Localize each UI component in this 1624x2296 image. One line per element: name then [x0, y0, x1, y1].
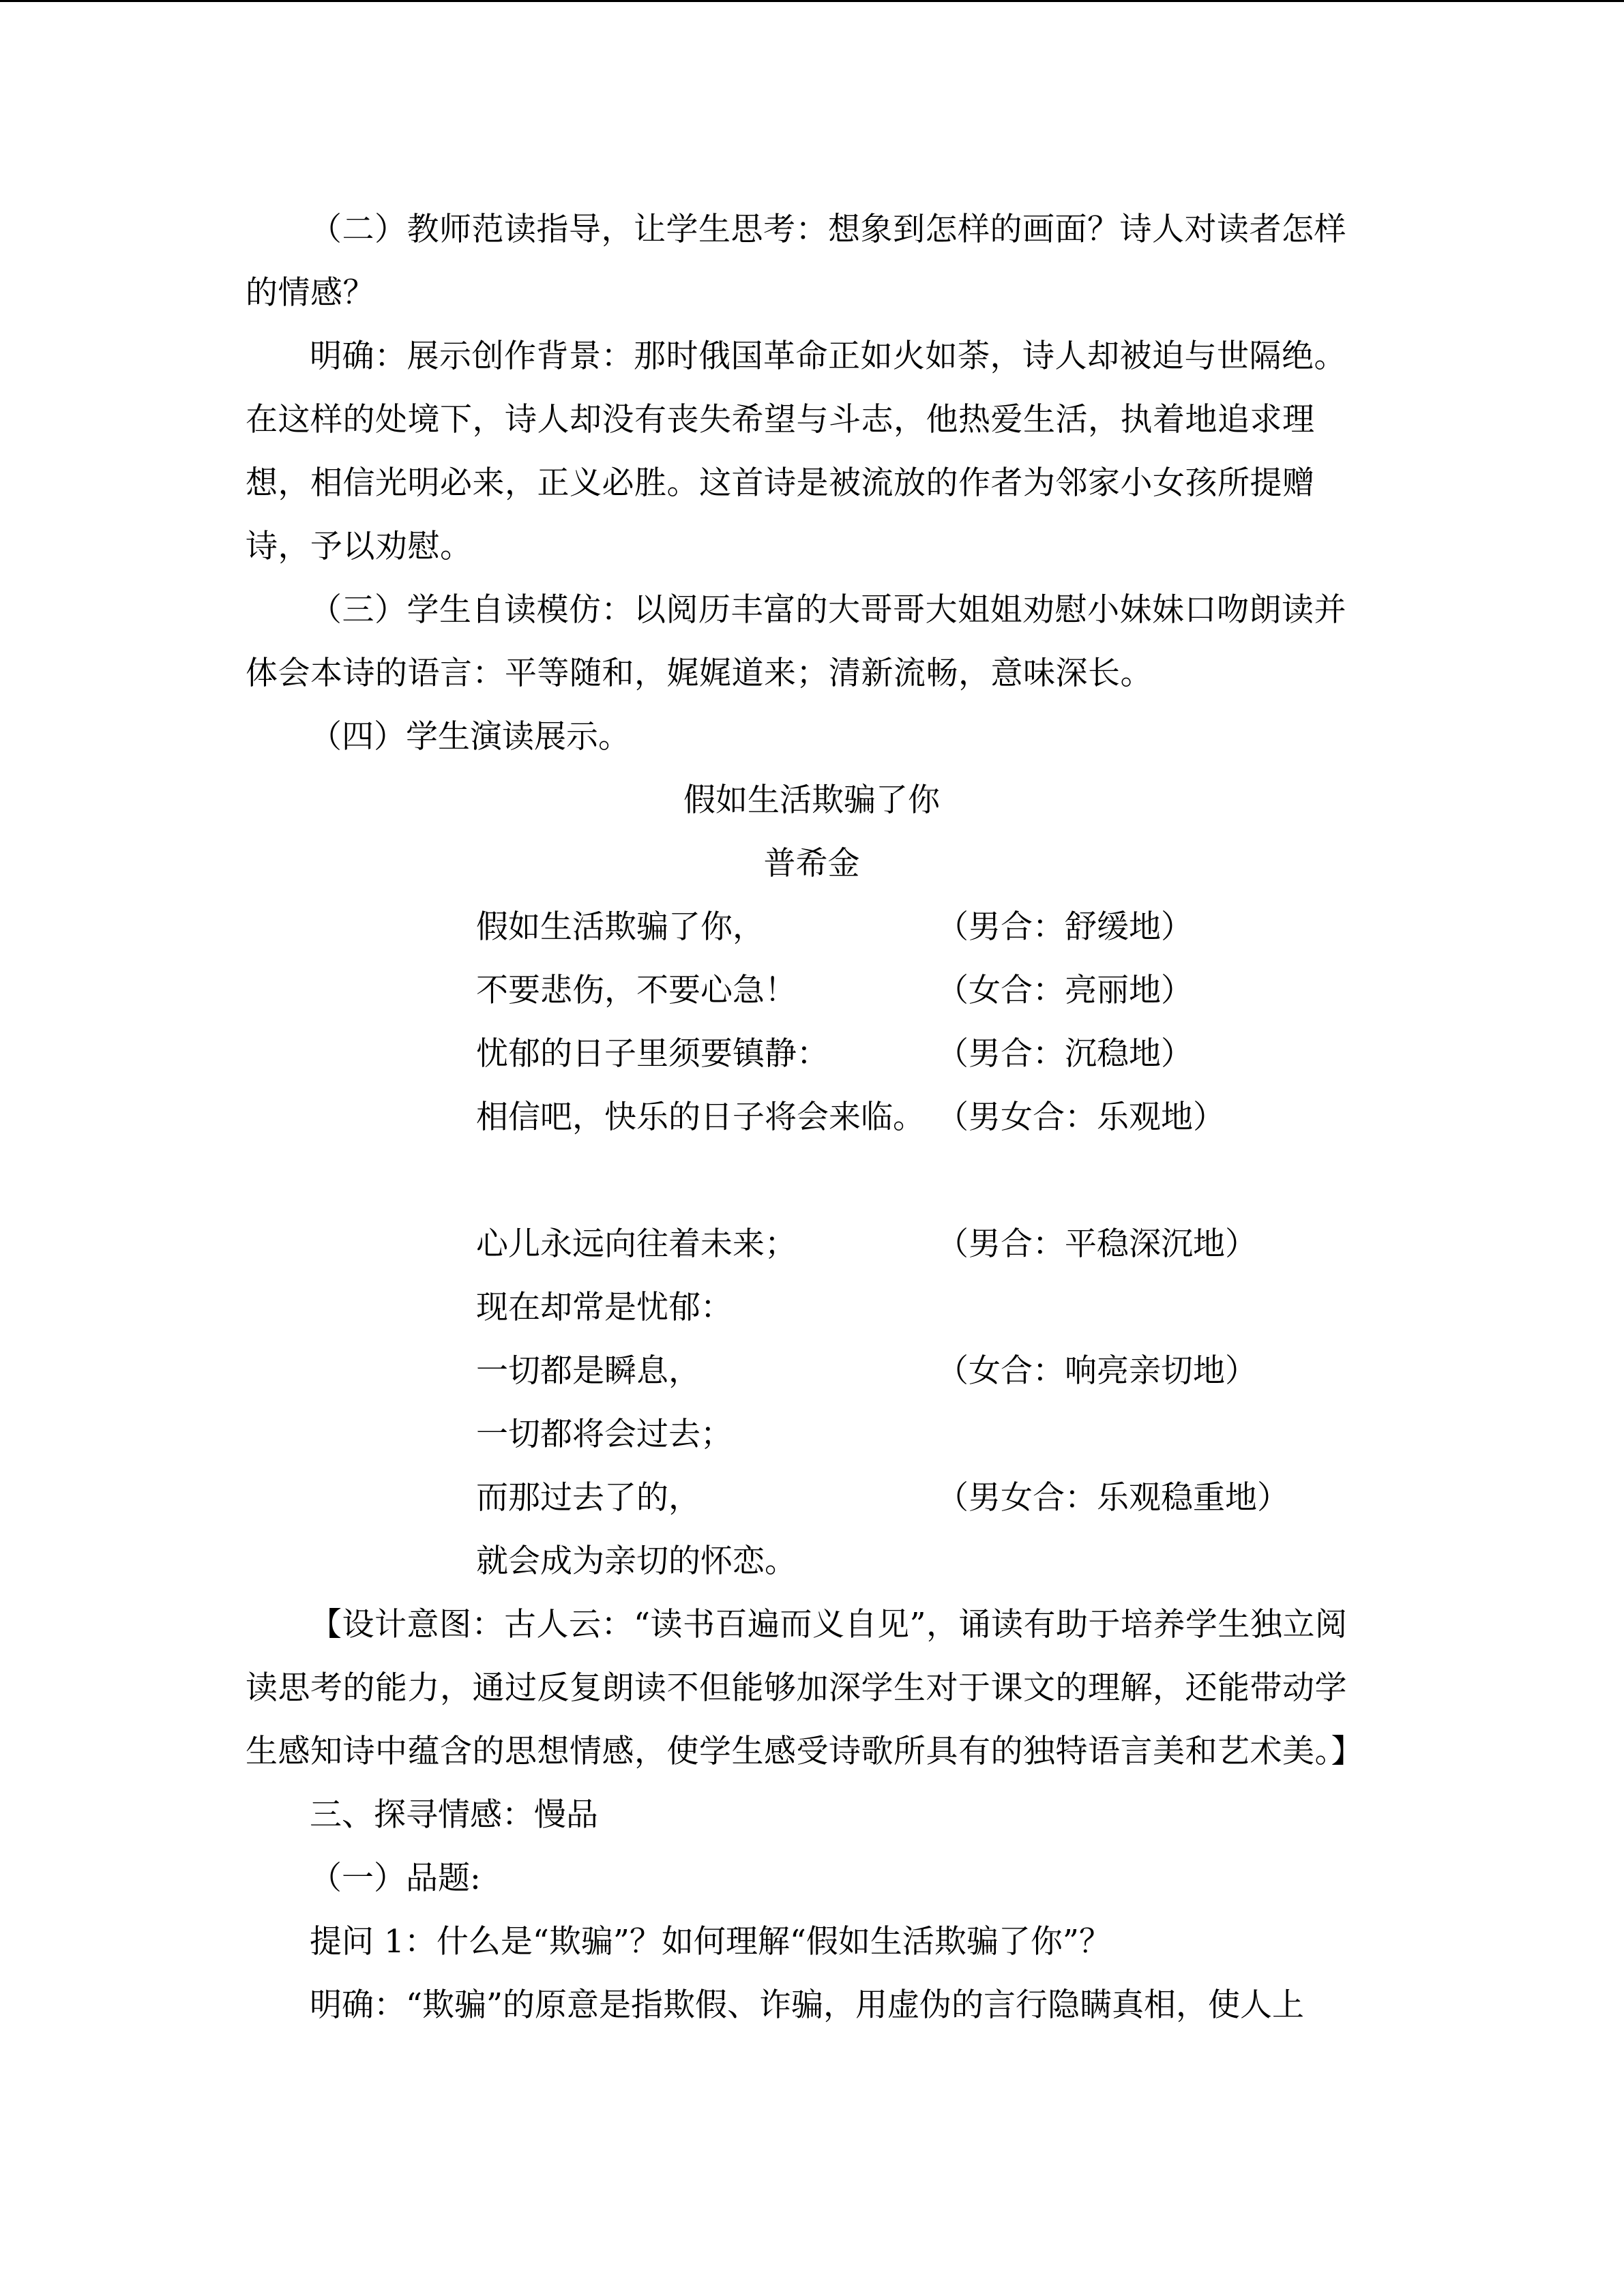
poem-line — [476, 1403, 1364, 1466]
paragraph-self-reading: （三）学生自读模仿：以阅历丰富的大哥哥大姐姐劝慰小妹妹口吻朗读并体会本诗的语言：平等随和，娓娓道来；清新流畅，意味深长。 — [246, 591, 1346, 692]
document-page — [246, 198, 1364, 2037]
poem-line — [476, 1466, 1364, 1530]
poem-stanza-1 — [246, 895, 1364, 1149]
poem-title: 假如生活欺骗了你 — [683, 781, 940, 819]
poem-line-text: 现在却常是忧郁： — [476, 1289, 733, 1326]
poem-line-note: （男合：舒缓地） — [936, 908, 1193, 946]
poem-line-note: （男合：平稳深沉地） — [936, 1225, 1257, 1263]
poem-line — [476, 1086, 1364, 1149]
subsection-heading: （一）品题: — [310, 1860, 481, 1897]
poem-line — [476, 1276, 1364, 1339]
poem-line-text: 相信吧，快乐的日子将会来临。 — [476, 1099, 925, 1136]
poem-line-note: （女合：亮丽地） — [936, 972, 1193, 1009]
poem-line-note: （女合：响亮亲切地） — [936, 1352, 1257, 1390]
poem-line-text: 不要悲伤，不要心急！ — [476, 972, 797, 1009]
poem-line-text: 一切都将会过去； — [476, 1416, 733, 1453]
poem-line-text: 假如生活欺骗了你， — [476, 908, 765, 946]
poem-line-note: （男合：沉稳地） — [936, 1035, 1193, 1073]
answer-text: 明确：“欺骗”的原意是指欺假、诈骗，用虚伪的言行隐瞒真相，使人上 — [310, 1986, 1305, 2024]
poem-line — [476, 1530, 1364, 1593]
poem-line-note: （男女合：乐观地） — [936, 1099, 1225, 1136]
poem-line — [476, 959, 1364, 1022]
section-heading: 三、探寻情感：慢品 — [310, 1796, 598, 1834]
question-text: 提问 1：什么是“欺骗”？如何理解“假如生活欺骗了你”？ — [310, 1923, 1111, 1960]
poem-line-text: 一切都是瞬息， — [476, 1352, 700, 1390]
poem-line-text: 而那过去了的， — [476, 1479, 700, 1517]
paragraph-performance: （四）学生演读展示。 — [310, 718, 630, 756]
poem-line-text: 心儿永远向往着未来； — [476, 1225, 797, 1263]
poem-author: 普希金 — [763, 845, 860, 882]
stanza-spacer — [476, 1149, 1364, 1212]
poem-line — [476, 1339, 1364, 1403]
paragraph-teacher-reading: （二）教师范读指导，让学生思考：想象到怎样的画面？诗人对读者怎样的情感？ — [246, 211, 1346, 312]
poem-line-text: 就会成为亲切的怀恋。 — [476, 1542, 797, 1580]
poem-line — [476, 1022, 1364, 1086]
poem-line — [476, 1212, 1364, 1276]
poem-stanza-2 — [246, 1212, 1364, 1593]
poem-line-text: 忧郁的日子里须要镇静： — [476, 1035, 829, 1073]
poem-line-note: （男女合：乐观稳重地） — [936, 1479, 1289, 1517]
poem-line — [476, 895, 1364, 959]
paragraph-background: 明确：展示创作背景：那时俄国革命正如火如荼，诗人却被迫与世隔绝。在这样的处境下，诗人却没有丧失希望与斗志，他热爱生活，执着地追求理想，相信光明必来，正义必胜。这首诗是被流放的作者为邻家小女孩所提赠诗，予以劝慰。 — [246, 338, 1346, 565]
top-border-line — [0, 0, 1624, 2]
paragraph-design-intent: 【设计意图：古人云：“读书百遍而义自见”，诵读有助于培养学生独立阅读思考的能力，通过反复朗读不但能够加深学生对于课文的理解，还能带动学生感知诗中蕴含的思想情感，使学生感受诗歌所具有的独特语言美和艺术美。】 — [246, 1606, 1363, 1770]
